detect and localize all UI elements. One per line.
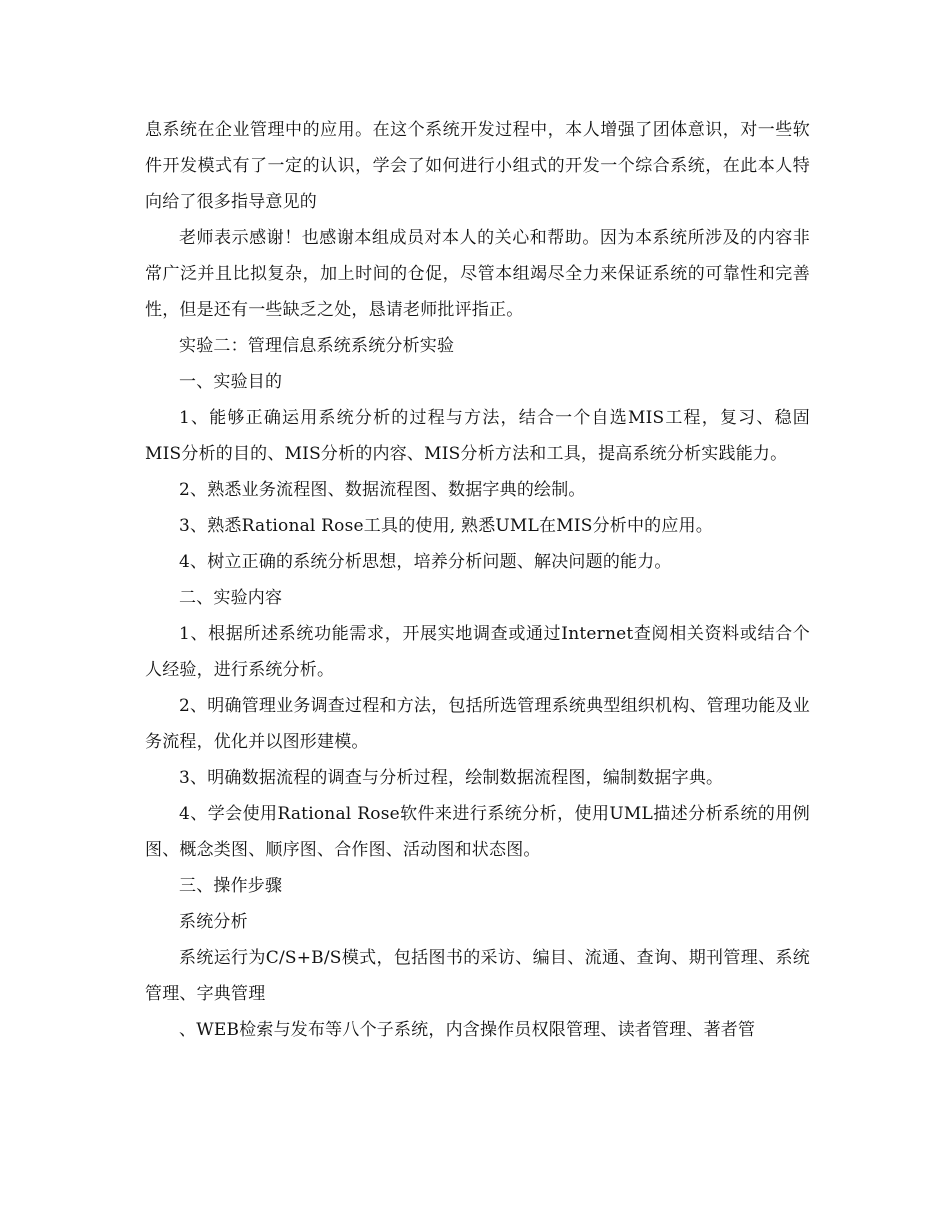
section-heading: 实验二：管理信息系统系统分析实验 xyxy=(179,336,455,356)
paragraph: 系统运行为C/S+B/S模式，包括图书的采访、编目、流通、查询、期刊管理、系统管理、字典管理 xyxy=(145,948,810,1004)
subheading: 系统分析 xyxy=(179,912,248,932)
list-item: 1、能够正确运用系统分析的过程与方法，结合一个自选MIS工程，复习、稳固MIS分析的目的、MIS分析的内容、MIS分析方法和工具，提高系统分析实践能力。 xyxy=(145,408,810,464)
document-body xyxy=(145,112,810,1048)
section-heading: 二、实验内容 xyxy=(179,588,283,608)
list-item: 2、明确管理业务调查过程和方法，包括所选管理系统典型组织机构、管理功能及业务流程，优化并以图形建模。 xyxy=(145,696,810,752)
paragraph: 息系统在企业管理中的应用。在这个系统开发过程中，本人增强了团体意识，对一些软件开发模式有了一定的认识，学会了如何进行小组式的开发一个综合系统，在此本人特向给了很多指导意见的 xyxy=(145,120,810,212)
list-item: 2、熟悉业务流程图、数据流程图、数据字典的绘制。 xyxy=(179,480,586,500)
list-item: 1、根据所述系统功能需求，开展实地调查或通过Internet查阅相关资料或结合个人经验，进行系统分析。 xyxy=(145,624,810,680)
section-heading: 三、操作步骤 xyxy=(179,876,283,896)
list-item: 3、明确数据流程的调查与分析过程，绘制数据流程图，编制数据字典。 xyxy=(179,768,724,788)
list-item: 3、熟悉Rational Rose工具的使用, 熟悉UML在MIS分析中的应用。 xyxy=(179,516,713,536)
paragraph: 老师表示感谢！也感谢本组成员对本人的关心和帮助。因为本系统所涉及的内容非常广泛并且比拟复杂，加上时间的仓促，尽管本组竭尽全力来保证系统的可靠性和完善性，但是还有一些缺乏之处，恳请老师批评指正。 xyxy=(145,228,810,320)
paragraph: 、WEB检索与发布等八个子系统，内含操作员权限管理、读者管理、著者管 xyxy=(179,1020,756,1040)
list-item: 4、树立正确的系统分析思想，培养分析问题、解决问题的能力。 xyxy=(179,552,672,572)
list-item: 4、学会使用Rational Rose软件来进行系统分析，使用UML描述分析系统的用例图、概念类图、顺序图、合作图、活动图和状态图。 xyxy=(145,804,810,860)
section-heading: 一、实验目的 xyxy=(179,372,283,392)
